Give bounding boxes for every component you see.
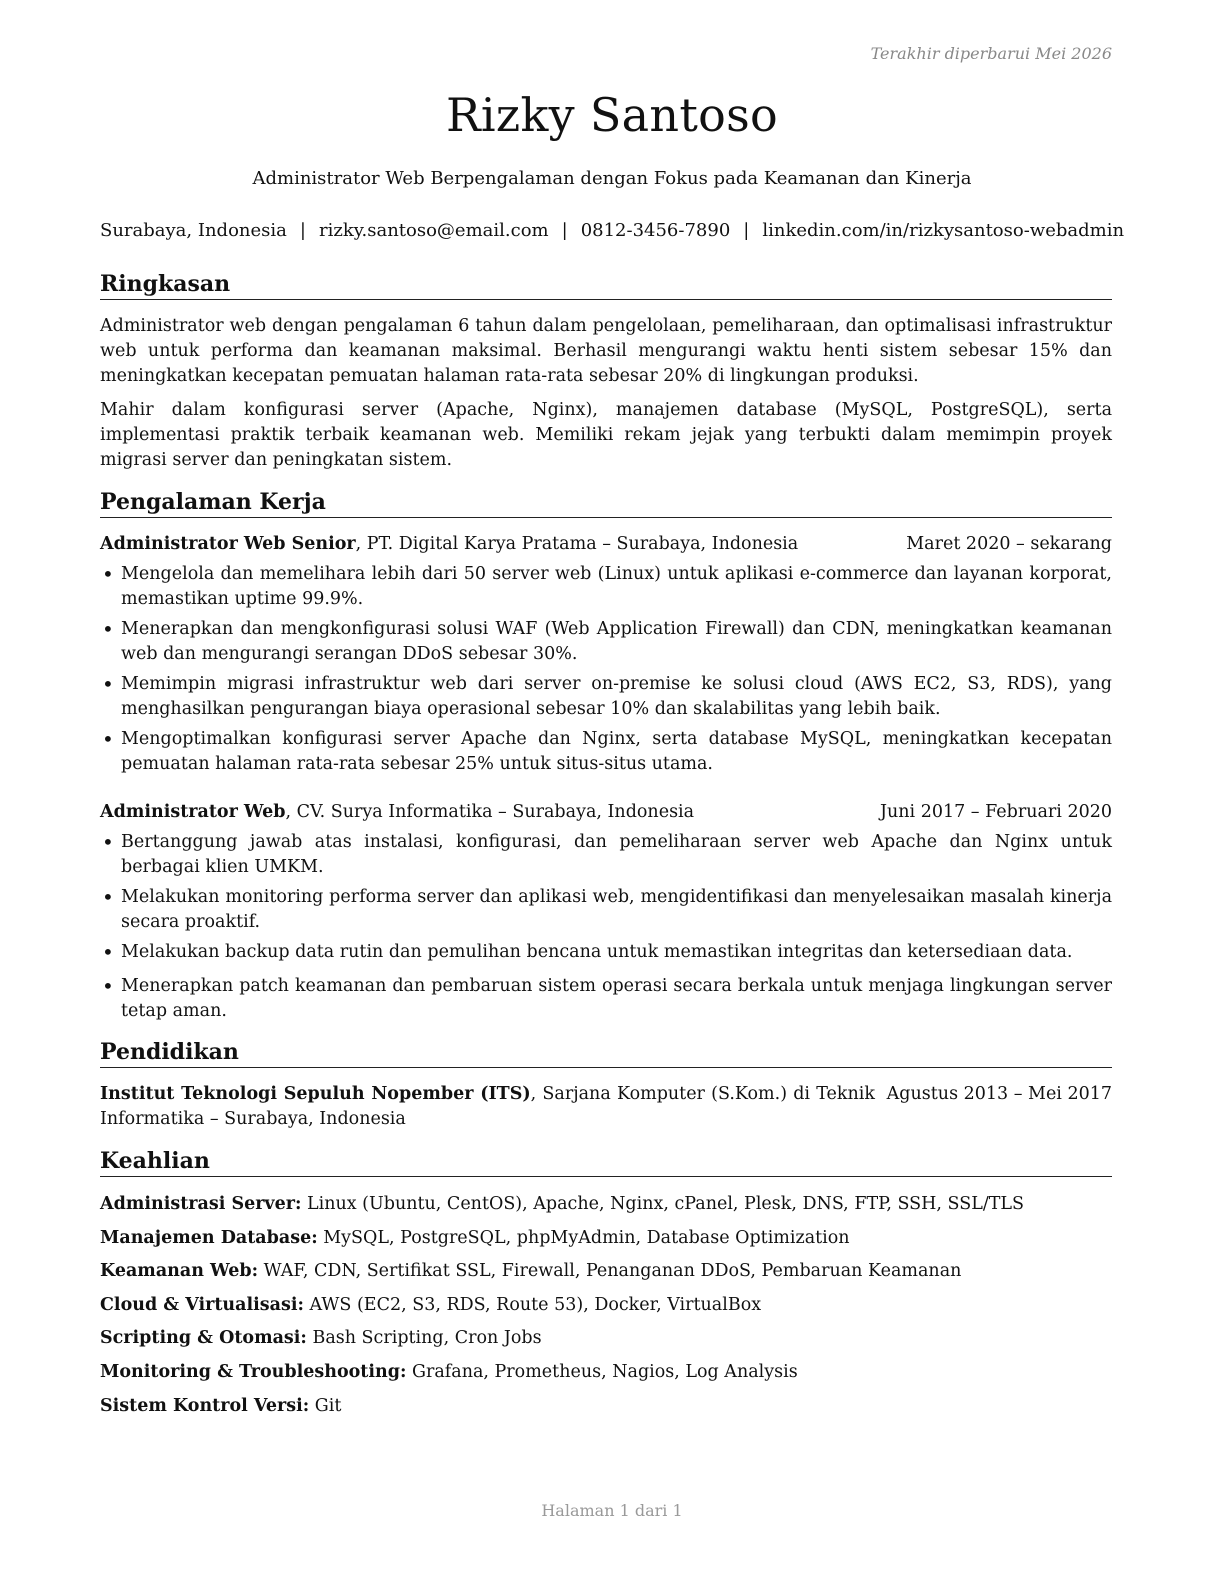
skill-value: MySQL, PostgreSQL, phpMyAdmin, Database Optimization xyxy=(317,1227,850,1248)
contact-linkedin[interactable]: linkedin.com/in/rizkysantoso-webadmin xyxy=(762,220,1125,241)
skill-label: Monitoring & Troubleshooting: xyxy=(100,1361,407,1382)
skill-label: Scripting & Otomasi: xyxy=(100,1328,307,1349)
last-updated: Terakhir diperbarui Mei 2026 xyxy=(870,44,1112,63)
list-item: • Menerapkan patch keamanan dan pembaruan sistem operasi secara berkala untuk menjaga lingkungan server tetap aman. xyxy=(100,974,1112,1024)
section-title-skills: Keahlian xyxy=(100,1147,1112,1177)
job-company: , PT. Digital Karya Pratama – Surabaya, Indonesia xyxy=(355,534,799,554)
tagline: Administrator Web Berpengalaman dengan Fokus pada Keamanan dan Kinerja xyxy=(252,168,972,189)
section-title-education: Pendidikan xyxy=(100,1038,1112,1068)
list-item: • Melakukan backup data rutin dan pemulihan bencana untuk memastikan integritas dan ketersediaan data. xyxy=(100,940,1112,965)
job-company: , CV. Surya Informatika – Surabaya, Indonesia xyxy=(285,802,695,822)
contact-separator: | xyxy=(743,220,750,241)
skill-row xyxy=(100,1226,1112,1251)
job-header xyxy=(100,532,1112,557)
skill-row xyxy=(100,1360,1112,1385)
skill-label: Cloud & Virtualisasi: xyxy=(100,1294,304,1315)
skill-value: Git xyxy=(309,1395,342,1416)
contact-line xyxy=(100,220,1125,241)
skill-value: AWS (EC2, S3, RDS, Route 53), Docker, VirtualBox xyxy=(303,1294,762,1315)
job-role: Administrator Web xyxy=(100,802,286,822)
section-title-summary: Ringkasan xyxy=(100,270,1112,300)
list-item: • Menerapkan dan mengkonfigurasi solusi WAF (Web Application Firewall) dan CDN, meningkatkan keamanan web dan mengurangi serangan DDoS sebesar 30%. xyxy=(100,617,1112,667)
skill-label: Administrasi Server: xyxy=(100,1194,302,1214)
job-bullets xyxy=(100,562,1112,782)
skill-value: WAF, CDN, Sertifikat SSL, Firewall, Penanganan DDoS, Pembaruan Keamanan xyxy=(258,1261,962,1282)
contact-phone: 0812-3456-7890 xyxy=(580,220,731,241)
contact-location: Surabaya, Indonesia xyxy=(100,220,287,241)
list-item: • Bertanggung jawab atas instalasi, konfigurasi, dan pemeliharaan server web Apache dan Nginx untuk berbagai klien UMKM. xyxy=(100,830,1112,880)
education-period: Agustus 2013 – Mei 2017 xyxy=(886,1084,1112,1104)
job-bullets xyxy=(100,830,1112,1029)
summary-paragraph: Administrator web dengan pengalaman 6 tahun dalam pengelolaan, pemeliharaan, dan optimalisasi infrastruktur web untuk performa dan keamanan maksimal. Berhasil mengurangi waktu henti sistem sebesar 15% dan meningkatkan kecepatan pemuatan halaman rata-rata sebesar 20% di lingkungan produksi. xyxy=(100,316,1112,386)
list-item: • Mengoptimalkan konfigurasi server Apache dan Nginx, serta database MySQL, meningkatkan kecepatan pemuatan halaman rata-rata sebesar 25% untuk situs-situs utama. xyxy=(100,727,1112,777)
contact-separator: | xyxy=(299,220,306,241)
contact-separator: | xyxy=(561,220,568,241)
summary-paragraph: Mahir dalam konfigurasi server (Apache, Nginx), manajemen database (MySQL, PostgreSQL), serta implementasi praktik terbaik keamanan web. Memiliki rekam jejak yang terbukti dalam memimpin proyek migrasi server dan peningkatan sistem. xyxy=(100,400,1112,470)
skill-value: Grafana, Prometheus, Nagios, Log Analysis xyxy=(406,1361,798,1382)
skill-row xyxy=(100,1326,1112,1351)
skill-row xyxy=(100,1394,1112,1419)
skill-row xyxy=(100,1192,1112,1217)
skill-row xyxy=(100,1293,1112,1318)
list-item: • Mengelola dan memelihara lebih dari 50 server web (Linux) untuk aplikasi e-commerce dan layanan korporat, memastikan uptime 99.9%. xyxy=(100,562,1112,612)
job-title-line xyxy=(100,532,798,557)
job-period: Maret 2020 – sekarang xyxy=(906,534,1112,554)
skill-value: Bash Scripting, Cron Jobs xyxy=(306,1328,542,1349)
job-title-line xyxy=(100,800,694,825)
list-item: • Melakukan monitoring performa server dan aplikasi web, mengidentifikasi dan menyelesaikan masalah kinerja secara proaktif. xyxy=(100,885,1112,935)
skill-label: Keamanan Web: xyxy=(100,1261,259,1282)
skill-label: Manajemen Database: xyxy=(100,1227,318,1248)
skills-list xyxy=(100,1192,1112,1427)
list-item: • Memimpin migrasi infrastruktur web dari server on-premise ke solusi cloud (AWS EC2, S3, RDS), yang menghasilkan pengurangan biaya operasional sebesar 10% dan skalabilitas yang lebih baik. xyxy=(100,672,1112,722)
education-detail-line xyxy=(100,1082,875,1132)
education-entry xyxy=(100,1082,1112,1132)
skill-row xyxy=(100,1259,1112,1284)
job-period: Juni 2017 – Februari 2020 xyxy=(879,802,1112,822)
contact-email[interactable]: rizky.santoso@email.com xyxy=(318,220,549,241)
candidate-name: Rizky Santoso xyxy=(445,88,778,142)
skill-value: Linux (Ubuntu, CentOS), Apache, Nginx, cPanel, Plesk, DNS, FTP, SSH, SSL/TLS xyxy=(301,1194,1025,1214)
section-title-experience: Pengalaman Kerja xyxy=(100,488,1112,518)
page-number: Halaman 1 dari 1 xyxy=(541,1501,683,1520)
job-header xyxy=(100,800,1112,825)
education-institution: Institut Teknologi Sepuluh Nopember (ITS) xyxy=(100,1084,531,1104)
education-degree: , Sarjana Komputer (S.Kom.) di Teknik Informatika – Surabaya, Indonesia xyxy=(100,1084,875,1129)
job-role: Administrator Web Senior xyxy=(100,534,356,554)
skill-label: Sistem Kontrol Versi: xyxy=(100,1395,310,1416)
